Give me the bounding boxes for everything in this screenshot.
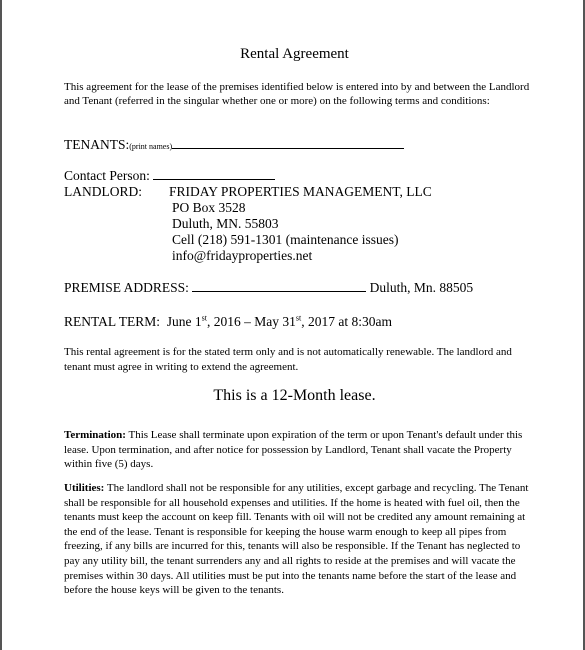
landlord-phone: Cell (218) 591-1301 (maintenance issues)	[172, 232, 399, 247]
rental-term-end: , 2017 at 8:30am	[301, 314, 392, 329]
contact-line[interactable]	[153, 168, 275, 180]
tenants-row	[64, 137, 404, 153]
rental-term-start: June 1	[166, 314, 202, 329]
premise-address-line[interactable]	[192, 280, 366, 292]
termination-text: This Lease shall terminate upon expiration of the term or upon Tenant's default under this lease. Upon termination, and after notice for possession by Landlord, Tenant shall vacate the Property within five (5) days.	[64, 429, 523, 471]
utilities-text: The landlord shall not be responsible for any utilities, except garbage and recycling. The Tenant shall be responsible for all household expenses and utilities. If the home is heated with fuel oil, then the tenants must keep the account on keep fill. Tenants with oil will not be credited any amount remaining at the end of the lease. Tenant is responsible for keeping the house warm enough to keep all pipes from freezing, if any bills are incurred for this, tenants will also be responsible. If the Tenant has neglected to pay any utility bill, the tenant surrenders any and all rights to reside at the premises and will vacate the premises within 30 days. All utilities must be put into the tenants name before the start of the lease and before the house keys will be given to the tenants.	[64, 482, 529, 597]
utilities-label: Utilities:	[64, 482, 105, 494]
landlord-po-box: PO Box 3528	[172, 200, 246, 215]
premise-label: PREMISE ADDRESS:	[64, 280, 189, 295]
landlord-email: info@fridayproperties.net	[172, 248, 313, 263]
rental-term-label: RENTAL TERM:	[64, 314, 161, 329]
termination-paragraph	[64, 428, 536, 472]
contact-label: Contact Person:	[64, 168, 150, 183]
landlord-city: Duluth, MN. 55803	[172, 216, 279, 231]
tenants-line[interactable]	[172, 137, 404, 149]
term-note-paragraph: This rental agreement is for the stated term only and is not automatically renewable. The landlord and tenant must agree in writing to extend the agreement.	[64, 346, 512, 373]
landlord-name: FRIDAY PROPERTIES MANAGEMENT, LLC	[169, 184, 432, 199]
rental-term-end-sup: st	[295, 313, 302, 323]
lease-statement: This is a 12-Month lease.	[213, 387, 376, 404]
termination-label: Termination:	[64, 429, 126, 441]
document-title: Rental Agreement	[240, 46, 349, 62]
premise-city: Duluth, Mn. 88505	[369, 280, 474, 295]
rental-term-row	[64, 314, 392, 330]
print-names-note: (print names)	[129, 142, 173, 151]
rental-term-middle: , 2016 – May 31	[207, 314, 296, 329]
premise-row	[64, 280, 473, 296]
contact-row	[64, 168, 275, 184]
intro-paragraph: This agreement for the lease of the premises identified below is entered into by and between the Landlord and Tenant (referred in the singular whether one or more) on the following terms and conditions:	[64, 81, 530, 107]
tenants-label: TENANTS:	[64, 137, 130, 152]
rental-term-start-sup: st	[201, 313, 208, 323]
landlord-label: LANDLORD:	[64, 184, 142, 199]
utilities-paragraph	[64, 481, 536, 598]
